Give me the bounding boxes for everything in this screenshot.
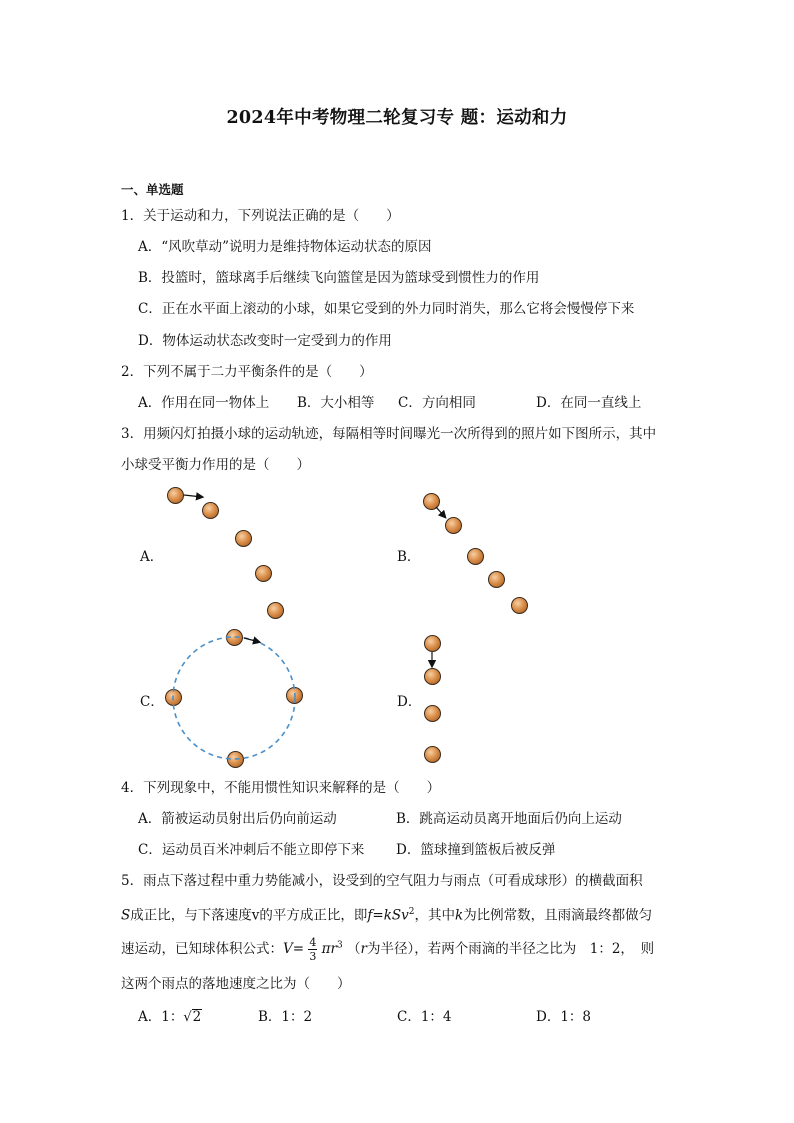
q5-formula-exponent: 2 [408,907,415,917]
q5-text: 速运动，已知球体积公式： [121,941,283,957]
q3-stem-line1: 3．用频闪灯拍摄小球的运动轨迹，每隔相等时间曝光一次所得到的照片如下图所示，其中 [121,426,657,442]
q3-b-direction-arrow [436,507,445,517]
q5-text: ，其中 [414,907,455,924]
q2-option-d: D．在同一直线上 [536,395,642,411]
q3-stem-line2: 小球受平衡力作用的是（ ） [121,457,310,473]
q5-formula-volume: V= [283,941,305,957]
q3-c-circular-path [173,637,295,759]
q5-formula-drag: f=kSv [367,907,409,924]
q2-option-a: A．作用在同一物体上 [138,395,270,411]
q4-option-b: B．跳高运动员离开地面后仍向上运动 [396,811,622,827]
q5-formula-pi-r: πr [321,941,337,957]
q5-symbol-r: r [360,941,367,957]
q5-text: 为比例常数，且雨滴最终都做匀 [463,907,653,924]
q2-option-c: C．方向相同 [398,395,476,411]
q5-fraction-denominator: 3 [309,950,317,963]
q4-stem: 4．下列现象中，不能用惯性知识来解释的是（ ） [121,780,441,796]
q5-formula-exponent: 3 [336,940,343,951]
q3-option-b-label: B． [397,549,421,565]
radical-sign: √ [183,1010,192,1025]
q3-option-d-label: D． [397,694,422,710]
q1-option-a: A．“风吹草动”说明力是维持物体运动状态的原因 [138,239,432,255]
q5-text: （ [347,941,361,957]
section-heading: 一、单选题 [121,182,184,197]
q5-option-a-radicand: 2 [192,1009,202,1025]
q5-symbol-k: k [455,907,464,924]
q1-stem: 1．关于运动和力，下列说法正确的是（ ） [121,208,400,224]
q3-option-a-label: A． [140,549,164,565]
q5-option-d: D．1：8 [536,1009,592,1025]
q5-option-a [138,1008,202,1027]
q5-text: 成正比，与下落速度v的平方成正比，即 [130,907,368,924]
q2-stem: 2．下列不属于二力平衡条件的是（ ） [121,364,373,380]
q5-line3 [121,936,654,963]
q3-option-c-label: C． [140,694,164,710]
q2-option-b: B．大小相等 [297,395,375,411]
q1-option-d: D．物体运动状态改变时一定受到力的作用 [138,333,392,349]
page-title: 2024年中考物理二轮复习专 题：运动和力 [226,108,568,128]
q4-option-d: D．篮球撞到篮板后被反弹 [396,842,556,858]
q5-option-a-text: A．1： [138,1009,184,1025]
q5-option-b: B．1：2 [258,1009,313,1025]
q5-line2 [121,903,652,925]
q5-line4: 这两个雨点的落地速度之比为（ ） [121,976,351,992]
q5-text: 为半径），若两个雨滴的半径之比为 1：2， 则 [366,941,655,957]
q4-option-a: A．箭被运动员射出后仍向前运动 [138,811,337,827]
q5-symbol-s: S [121,907,131,924]
q3-c-direction-arrow [244,638,259,642]
q1-option-c: C．正在水平面上滚动的小球，如果它受到的外力同时消失，那么它将会慢慢停下来 [138,301,635,317]
q5-line1: 5．雨点下落过程中重力势能减小，设受到的空气阻力与雨点（可看成球形）的横截面积 [121,873,643,889]
q4-option-c: C．运动员百米冲刺后不能立即停下来 [138,842,365,858]
q5-fraction-numerator: 4 [309,936,317,949]
q1-option-b: B．投篮时，篮球离手后继续飞向篮筐是因为篮球受到惯性力的作用 [138,270,540,286]
q3-a-direction-arrow [184,495,202,497]
q5-fraction [308,936,317,963]
q5-option-c: C．1：4 [397,1009,452,1025]
